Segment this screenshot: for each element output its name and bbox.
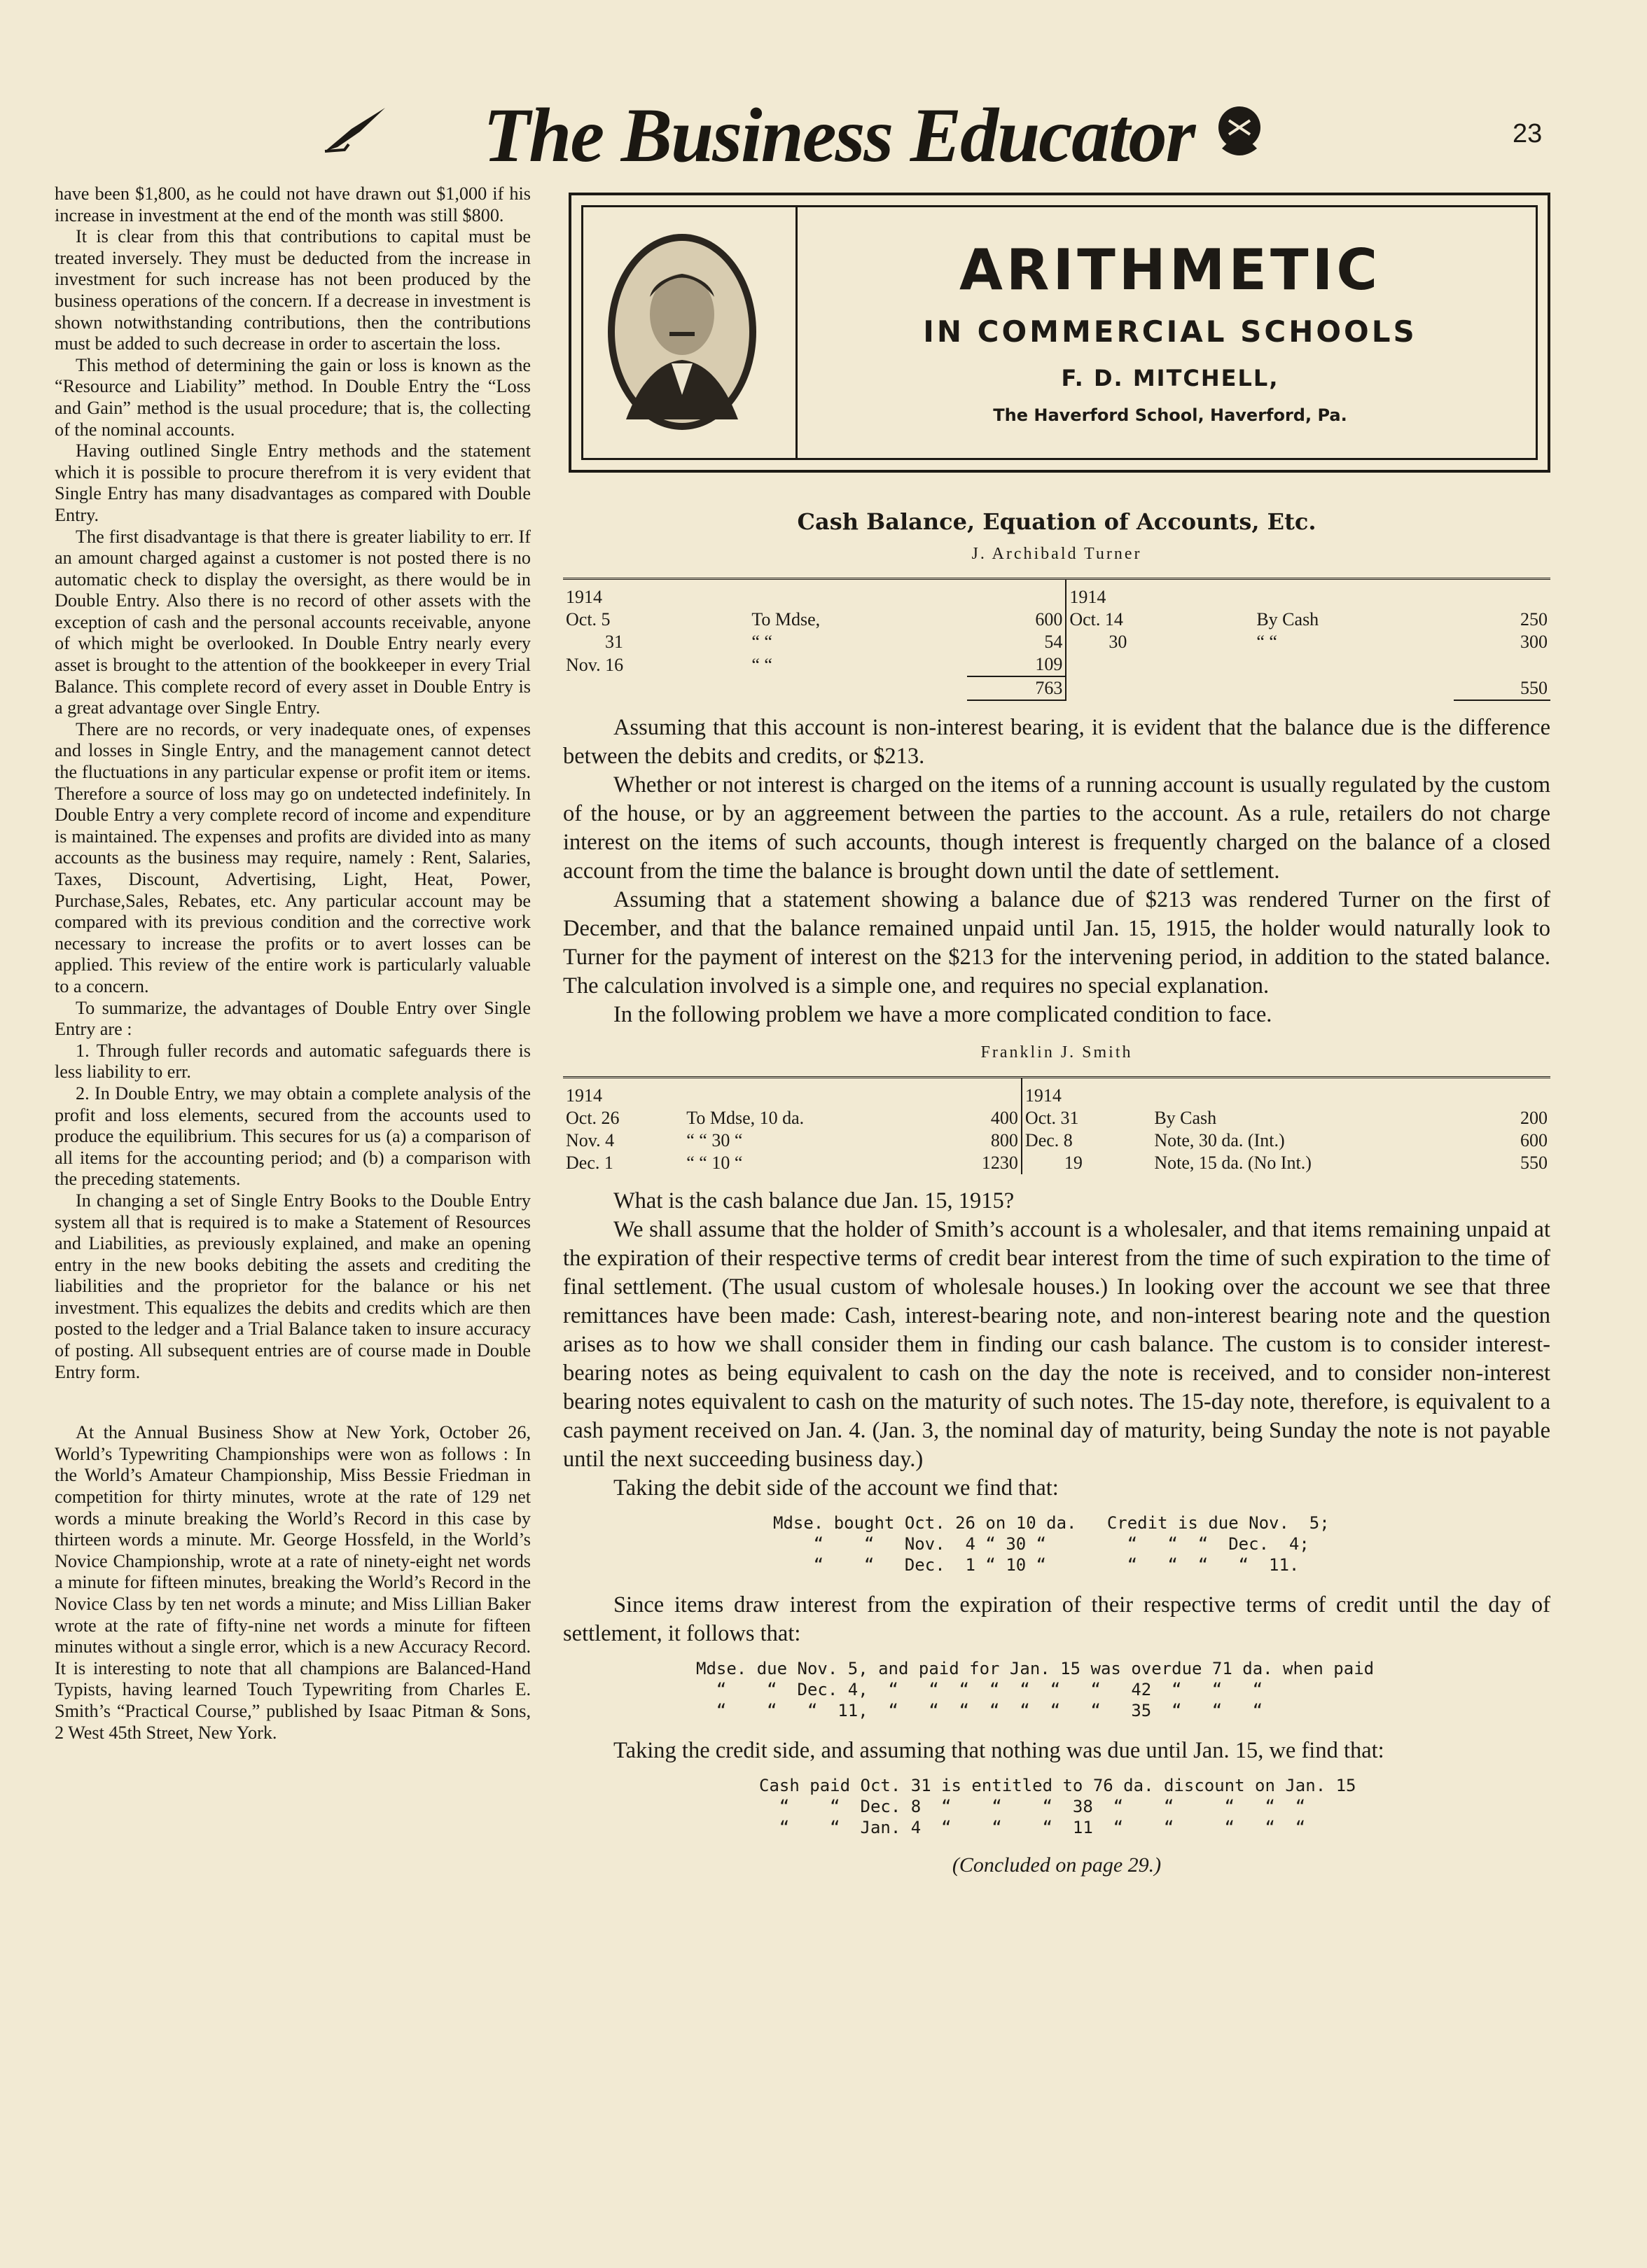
article-subtitle: IN COMMERCIAL SCHOOLS [923,314,1417,349]
article-body [563,490,1550,1877]
emblem-icon [1208,99,1271,162]
masthead [0,84,1647,182]
body-paragraph: We shall assume that the holder of Smith’s account is a wholesaler, and that items remaining unpaid at the expiration of their respective terms of credit bear interest from the time of such expiration to the time of final settlement. (The usual custom of wholesale houses.) In looking over the account we see that three remittances have been made: Cash, interest-bearing note, and non-interest bearing note and the question arises as to how we shall consider them in finding our cash balance. The custom is to consider interest-bearing notes as being equivalent to cash on the day the note is received, and to consider non-interest bearing notes equivalent to cash on the maturity of such notes. The 15-day note, therefore, is equivalent to a cash payment received on Jan. 4. (Jan. 3, the nominal day of maturity, being Sunday the note is not payable until the next succeeding business day.) [563,1217,1550,1472]
table-row: Oct. 26 To Mdse, 10 da. 400 Oct. 31 By Cash 200 [566,1108,1548,1128]
author-name: F. D. MITCHELL, [1061,365,1279,391]
account-name: Franklin J. Smith [980,1043,1133,1062]
table-row: Nov. 16 “ “ 109 [563,653,1550,676]
left-paragraph: have been $1,800, as he could not have drawn out $1,000 if his increase in investment at the end of the month was still $800. [55,183,531,225]
left-paragraph: 1. Through fuller records and automatic safeguards there is less liability to err. [55,1040,531,1083]
left-paragraph: The first disadvantage is that there is greater liability to err. If an amount charged against a customer is not posted there is no automatic check to display the oversight, as there would be in Double Entry. Also there is no record of other assets with the exception of cash and the personal accounts receivable, anyone of which might be overlooked. In Double Entry nearly every asset is brought to the attention of the bookkeeper in every Trial Balance. This complete record of every asset in Double Entry is a great advantage over Single Entry. [55,526,531,718]
left-paragraph: Having outlined Single Entry methods and the statement which it is possible to procure therefrom it is very evident that Single Entry has many disadvantages as compared with Double Entry. [55,440,531,525]
calculation-block: Mdse. due Nov. 5, and paid for Jan. 15 was overdue 71 da. when paid “ “ Dec. 4, “ “ “ “ “ “ “ 42 “ “ “ “ “ “ 11, “ “ “ “ “ “ “ 35 “ “ “ [696,1659,1375,1720]
left-paragraph: To summarize, the advantages of Double Entry over Single Entry are : [55,997,531,1040]
year-label: 1914 [563,1078,683,1108]
body-paragraph: What is the cash balance due Jan. 15, 1915? [613,1188,1015,1213]
section-heading: Cash Balance, Equation of Accounts, Etc. [797,508,1316,535]
author-affiliation: The Haverford School, Haverford, Pa. [993,405,1347,425]
page-number: 23 [1513,119,1543,148]
table-row: Nov. 4 “ “ 30 “ 800 Dec. 8 Note, 30 da. (Int.) 600 [566,1130,1548,1150]
article-header-box [569,193,1550,473]
table-row: 31 “ “ 54 30 “ “ 300 [605,632,1548,652]
calculation-block: Cash paid Oct. 31 is entitled to 76 da. discount on Jan. 15 “ “ Dec. 8 “ “ “ 38 “ “ “ “ “ “ “ Jan. 4 “ “ “ 11 “ “ “ “ “ [759,1776,1356,1837]
continuation-note: (Concluded on page 29.) [952,1853,1162,1877]
table-row: Dec. 1 “ “ 10 “ 1230 19 Note, 15 da. (No Int.) 550 [566,1153,1548,1173]
typewriting-note: At the Annual Business Show at New York, October 26, World’s Typewriting Championships were won as follows : In the World’s Amateur Championship, Miss Bessie Friedman in competition for thirty minutes, wrote at the rate of 129 net words a minute breaking the World’s Record in this case by thirteen words a minute. Mr. George Hossfeld, in the World’s Novice Championship, wrote at a rate of ninety-eight net words a minute for fifteen minutes, breaking the World’s Record in the Novice Class by ten net words a minute; and Miss Lillian Baker wrote at the rate of fifty-nine net words a minute for fifteen minutes without a single error, which is a new Accuracy Record. It is interesting to note that all champions are Balanced-Hand Typists, having learned Touch Typewriting from Charles E. Smith’s “Practical Course,” published by Isaac Pitman & Sons, 2 West 45th Street, New York. [55,1422,531,1743]
body-paragraph: Taking the debit side of the account we find that: [613,1475,1059,1501]
left-paragraph: This method of determining the gain or loss is known as the “Resource and Liability” method. In Double Entry the “Loss and Gain” method is the usual procedure; that is, the collecting of the nominal accounts. [55,354,531,440]
body-paragraph: Assuming that a statement showing a balance due of $213 was rendered Turner on the first of December, and that the balance remained unpaid until Jan. 15, 1915, the holder would naturally look to Turner for the payment of interest on the $213 for the intervening period, in addition to the stated balance. The calculation involved is a simple one, and requires no special explanation. [563,887,1550,999]
account-name: J. Archibald Turner [971,545,1142,563]
ledger-account-smith [563,1076,1550,1174]
author-portrait [605,230,759,433]
year-label: 1914 [563,579,749,609]
left-paragraph: There are no records, or very inadequate ones, of expenses and losses in Single Entry, and the management cannot detect the fluctuations in any particular expense or profit item or items. Therefore a source of loss may go on undetected indefinitely. In Double Entry a very complete record of income and expenditure is maintained. The expenses and profits are divided into as many accounts as the business may require, namely : Rent, Salaries, Taxes, Discount, Advertising, Light, Heat, Power, Purchase,Sales, Rebates, etc. Any particular account may be compared with its previous condition and the corrective work necessary to increase the profits or to avert losses can be applied. This review of the entire work is particularly valuable to a concern. [55,718,531,996]
ledger-account-turner [563,578,1550,701]
left-paragraph: It is clear from this that contributions to capital must be treated inversely. They must be deducted from the increase in investment for such increase has not been produced by the business operations of the concern. If a decrease in investment is shown notwithstanding contributions, then the contributions must be added to such decrease in order to ascertain the loss. [55,226,531,354]
body-paragraph: Taking the credit side, and assuming that nothing was due until Jan. 15, we find that: [613,1738,1384,1763]
body-paragraph: In the following problem we have a more complicated condition to face. [613,1002,1272,1027]
body-paragraph: Whether or not interest is charged on the items of a running account is usually regulated by the custom of the house, or by an aggreement between the parties to the account. As a rule, retailers do not charge interest on the items of such accounts, though interest is frequently charged on the balance of a closed account from the time the balance is brought down until the date of settlement. [563,772,1550,884]
table-row: Oct. 5 To Mdse, 600 Oct. 14 By Cash 250 [566,609,1548,629]
year-label: 1914 [1066,579,1253,609]
table-row-totals: 763 550 [563,676,1550,700]
year-label: 1914 [1022,1078,1151,1108]
left-paragraph: In changing a set of Single Entry Books to the Double Entry system all that is required is to make a Statement of Resources and Liabilities, as previously explained, and make an opening entry in the new books debiting the assets and crediting the liabilities and the proprietor for the balance or his net investment. This equalizes the debits and credits which are then posted to the ledger and a Trial Balance taken to insure accuracy of posting. All subsequent entries are of course made in Double Entry form. [55,1190,531,1382]
body-paragraph: Since items draw interest from the expiration of their respective terms of credit until the day of settlement, it follows that: [563,1592,1550,1646]
article-title: ARITHMETIC [959,237,1382,302]
masthead-title: The Business Educator [483,92,1195,178]
left-column [55,183,531,1744]
calculation-block: Mdse. bought Oct. 26 on 10 da. Credit is due Nov. 5; “ “ Nov. 4 “ 30 “ “ “ “ Dec. 4; “ “ Dec. 1 “ 10 “ “ “ “ “ 11. [773,1513,1330,1575]
left-paragraph: 2. In Double Entry, we may obtain a complete analysis of the profit and loss elements, secured from the accounts used to produce the equilibrium. This secures for us (a) a comparison of all items for the accounting period; and (b) a comparison with the preceding statements. [55,1083,531,1190]
quill-pen-icon [324,105,387,154]
body-paragraph: Assuming that this account is non-interest bearing, it is evident that the balance due is the difference between the debits and credits, or $213. [563,715,1550,769]
